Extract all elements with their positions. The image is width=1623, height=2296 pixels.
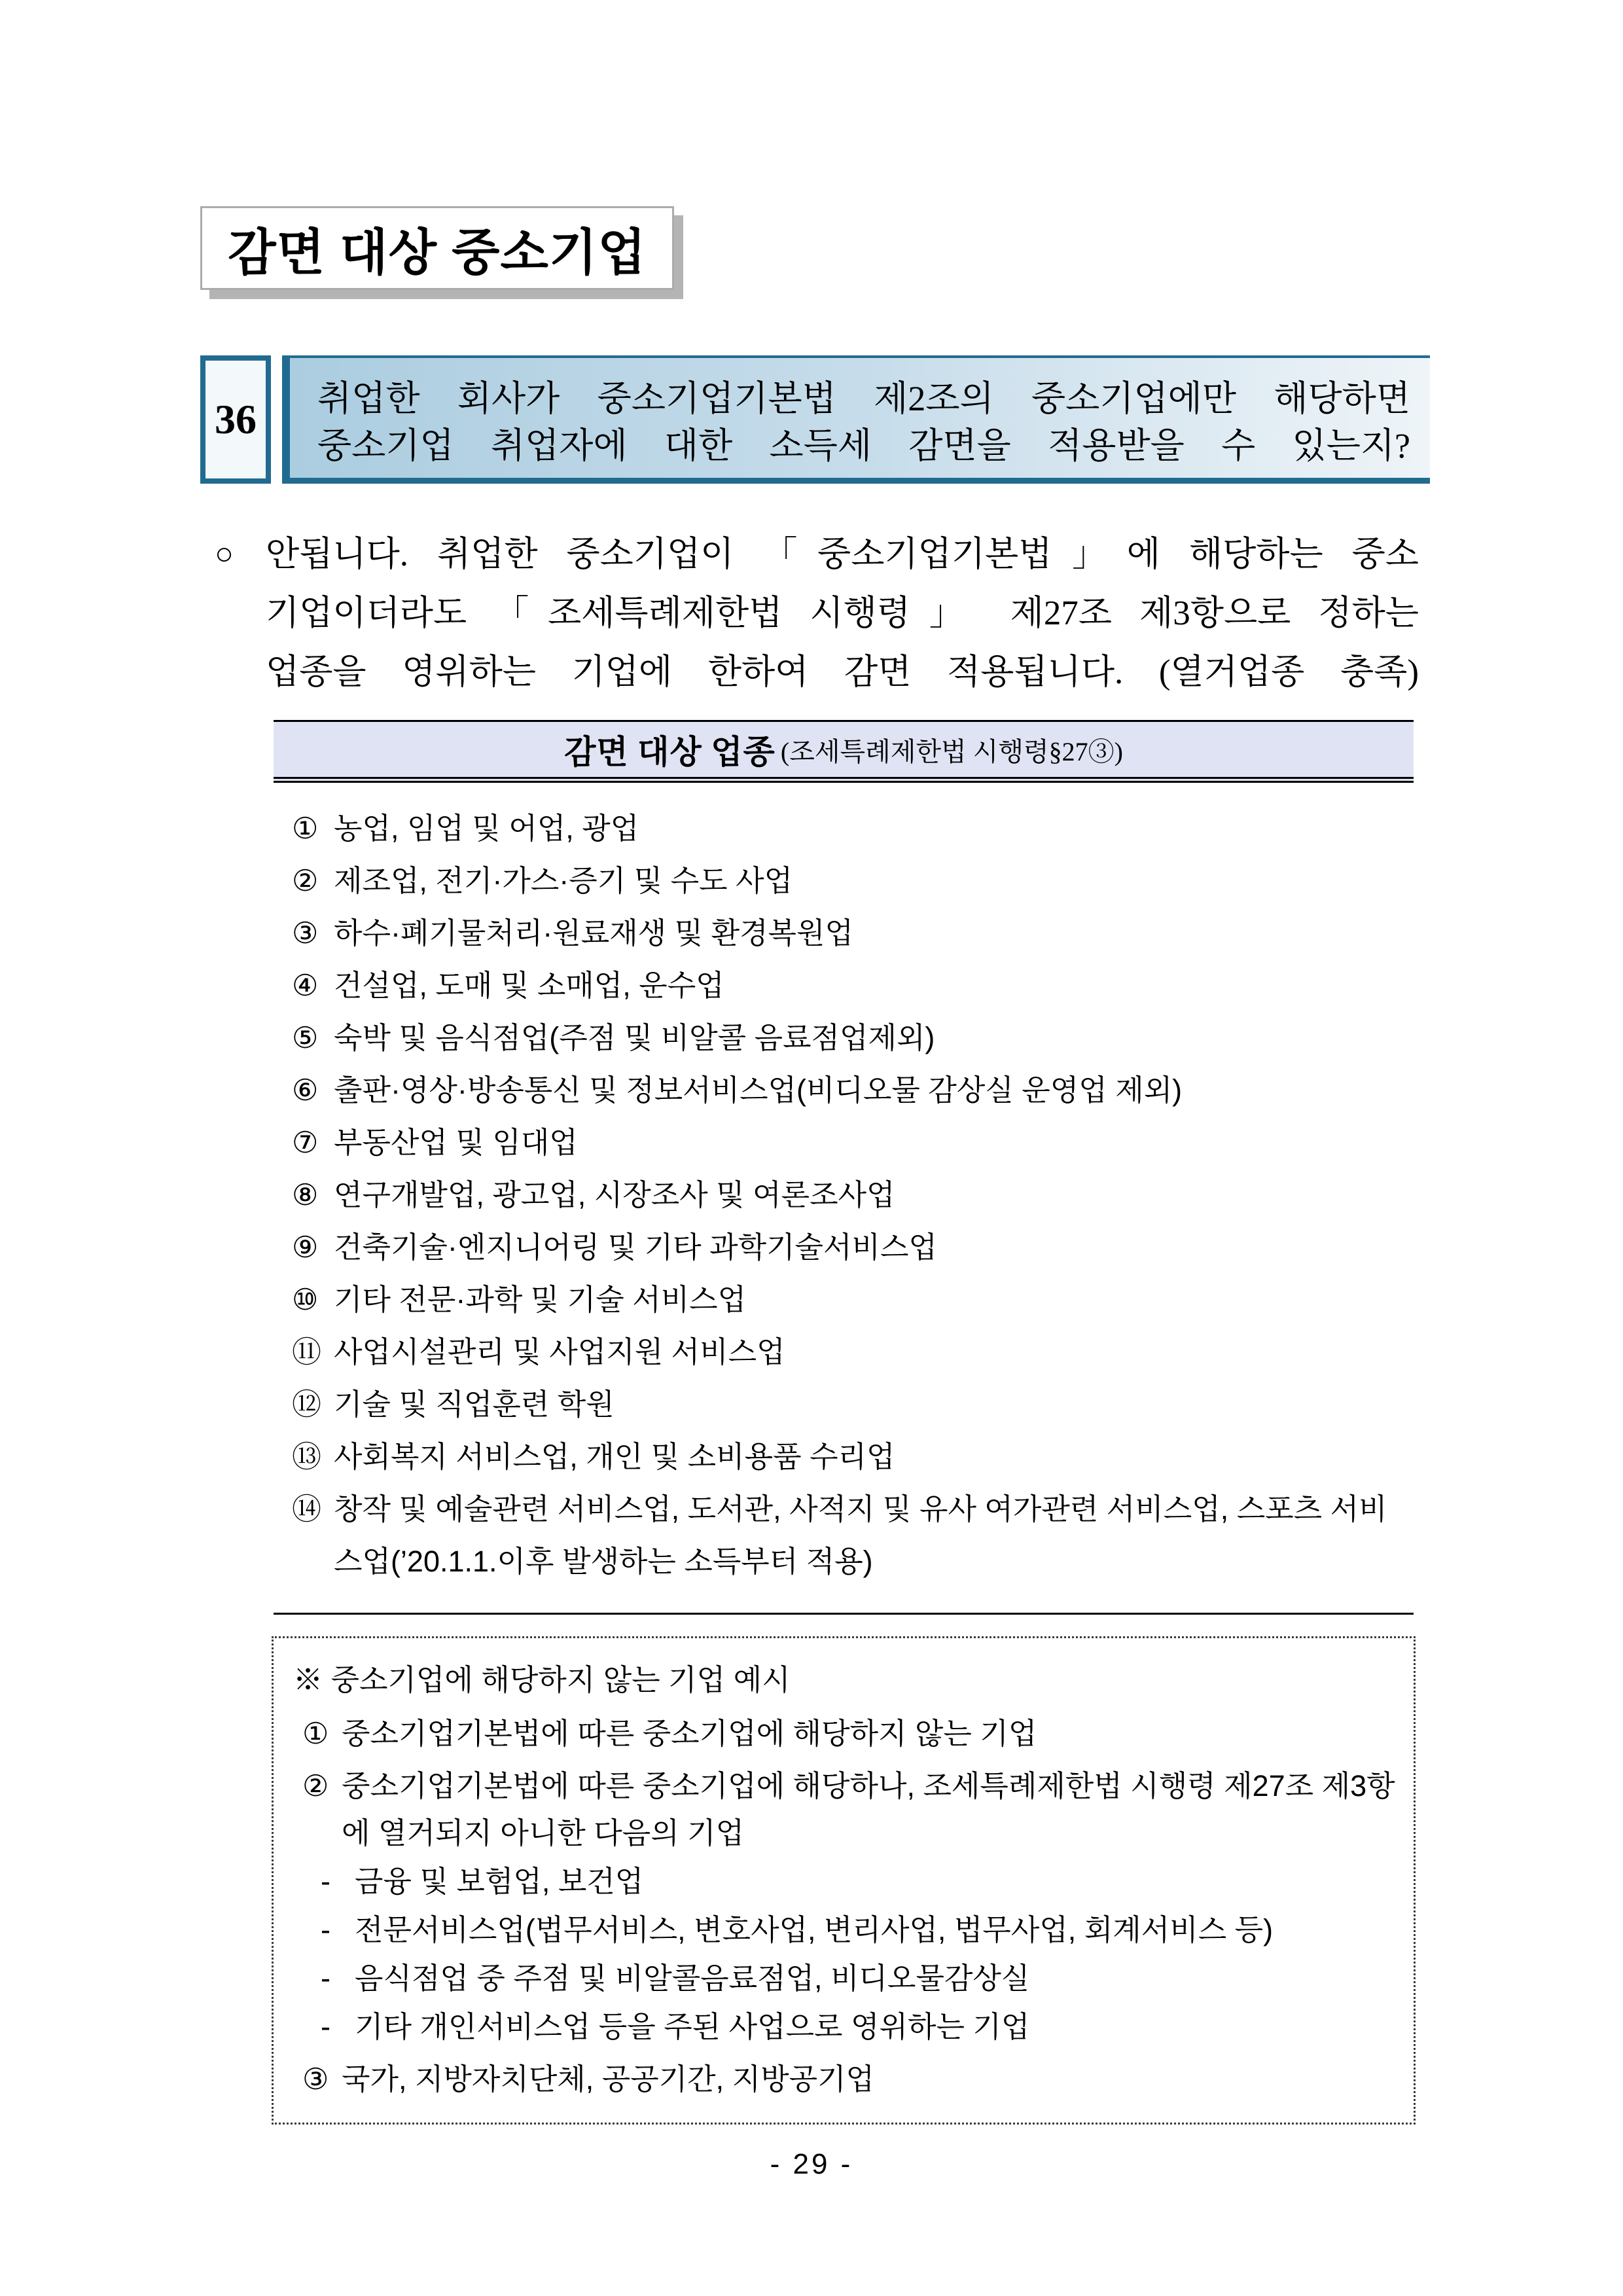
table-row	[292, 1012, 1404, 1064]
note-title: ※ 중소기업에 해당하지 않는 기업 예시	[293, 1663, 791, 1696]
item-number: ⑭	[292, 1492, 322, 1526]
industry-table-body	[274, 783, 1414, 1613]
item-text: 하수·폐기물처리·원료재생 및 환경복원업	[334, 916, 853, 950]
item-number: ⑨	[292, 1230, 319, 1264]
item-text: 연구개발업, 광고업, 시장조사 및 여론조사업	[334, 1178, 895, 1211]
note-item	[293, 1907, 1395, 1954]
industry-table-header-sub: (조세특례제한법 시행령§27③)	[780, 736, 1123, 766]
table-row	[292, 855, 1404, 907]
item-number: ⑥	[292, 1073, 319, 1107]
dash-bullet: -	[321, 2010, 330, 2043]
dash-bullet: -	[321, 1962, 330, 1995]
section-title: 감면 대상 중소기업	[228, 224, 647, 281]
note-item	[293, 2003, 1395, 2051]
item-text: 건축기술·엔지니어링 및 기타 과학기술서비스업	[334, 1230, 937, 1264]
table-row	[292, 960, 1404, 1012]
item-text: 음식점업 중 주점 및 비알콜음료점업, 비디오물감상실	[355, 1962, 1030, 1995]
answer-text	[266, 525, 1419, 702]
table-row	[292, 802, 1404, 855]
answer-line: 안됩니다. 취업한 중소기업이 「중소기업기본법」에 해당하는 중소	[266, 535, 1419, 573]
item-text: 기타 전문·과학 및 기술 서비스업	[334, 1283, 747, 1316]
item-text: 전문서비스업(법무서비스, 변호사업, 변리사업, 법무사업, 회계서비스 등)	[355, 1913, 1274, 1946]
item-text: 출판·영상·방송통신 및 정보서비스업(비디오물 감상실 운영업 제외)	[334, 1073, 1183, 1107]
item-text: 기술 및 직업훈련 학원	[334, 1388, 615, 1421]
item-text: 건설업, 도매 및 소매업, 운수업	[334, 969, 724, 1002]
item-text: 사회복지 서비스업, 개인 및 소비용품 수리업	[334, 1440, 895, 1473]
section-title-box	[200, 206, 674, 290]
question-line: 중소기업 취업자에 대한 소득세 감면을 적용받을 수 있는지?	[317, 426, 1410, 465]
item-text: 제조업, 전기·가스·증기 및 수도 사업	[334, 864, 793, 897]
table-row	[292, 1221, 1404, 1274]
table-row	[292, 1274, 1404, 1326]
dash-bullet: -	[321, 1913, 330, 1946]
industry-table	[274, 720, 1414, 1615]
industry-table-header	[274, 722, 1414, 783]
item-number: ①	[292, 812, 319, 845]
item-text: 중소기업기본법에 따른 중소기업에 해당하지 않는 기업	[342, 1717, 1037, 1750]
note-item	[293, 1710, 1395, 1757]
note-item	[293, 1955, 1395, 2002]
question-gap	[271, 355, 282, 484]
answer-line: 기업이더라도 「조세특례제한법 시행령」 제27조 제3항으로 정하는	[266, 594, 1419, 632]
item-number: ③	[302, 2062, 329, 2096]
item-number: ①	[302, 1717, 329, 1750]
answer-paragraph	[215, 525, 1419, 702]
item-number: ⑬	[292, 1440, 322, 1473]
item-text: 사업시설관리 및 사업지원 서비스업	[334, 1335, 785, 1369]
table-row	[292, 1431, 1404, 1483]
note-item	[293, 2056, 1395, 2103]
question-text-box	[282, 355, 1430, 484]
table-row	[292, 1169, 1404, 1221]
item-text: 기타 개인서비스업 등을 주된 사업으로 영위하는 기업	[355, 2010, 1030, 2043]
item-number: ③	[292, 916, 319, 950]
note-item	[293, 1858, 1395, 1905]
question-number-box	[200, 355, 271, 484]
table-row	[292, 1483, 1404, 1588]
question-banner	[200, 355, 1430, 484]
table-row	[292, 1378, 1404, 1431]
exclusion-note-box	[272, 1636, 1416, 2125]
question-number: 36	[215, 396, 257, 442]
answer-line: 업종을 영위하는 기업에 한하여 감면 적용됩니다. (열거업종 충족)	[266, 653, 1419, 691]
item-number: ⑩	[292, 1283, 319, 1316]
item-number: ④	[292, 969, 319, 1002]
item-number: ⑪	[292, 1335, 322, 1369]
item-number: ⑦	[292, 1126, 319, 1159]
table-row	[292, 1064, 1404, 1117]
item-text: 창작 및 예술관련 서비스업, 도서관, 사적지 및 유사 여가관련 서비스업, 스포츠 서비스업(’20.1.1.이후 발생하는 소득부터 적용)	[334, 1492, 1387, 1578]
item-text: 중소기업기본법에 따른 중소기업에 해당하나, 조세특례제한법 시행령 제27조 제3항에 열거되지 아니한 다음의 기업	[342, 1769, 1395, 1850]
question-line: 취업한 회사가 중소기업기본법 제2조의 중소기업에만 해당하면	[317, 379, 1410, 418]
industry-table-header-title: 감면 대상 업종	[564, 734, 776, 770]
page-number: - 29 -	[770, 2148, 853, 2180]
item-number: ②	[302, 1769, 329, 1803]
item-number: ⑧	[292, 1178, 319, 1211]
table-row	[292, 907, 1404, 960]
item-text: 부동산업 및 임대업	[334, 1126, 578, 1159]
item-text: 숙박 및 음식점업(주점 및 비알콜 음료점업제외)	[334, 1021, 935, 1054]
note-item	[293, 1763, 1395, 1857]
table-row	[292, 1326, 1404, 1378]
dash-bullet: -	[321, 1865, 330, 1898]
item-number: ⑫	[292, 1388, 322, 1421]
circle-bullet-icon: ○	[215, 537, 234, 571]
item-number: ②	[292, 864, 319, 897]
item-text: 국가, 지방자치단체, 공공기간, 지방공기업	[342, 2062, 875, 2096]
item-text: 농업, 임업 및 어업, 광업	[334, 812, 639, 845]
table-row	[292, 1117, 1404, 1169]
item-text: 금융 및 보험업, 보건업	[355, 1865, 644, 1898]
item-number: ⑤	[292, 1021, 319, 1054]
